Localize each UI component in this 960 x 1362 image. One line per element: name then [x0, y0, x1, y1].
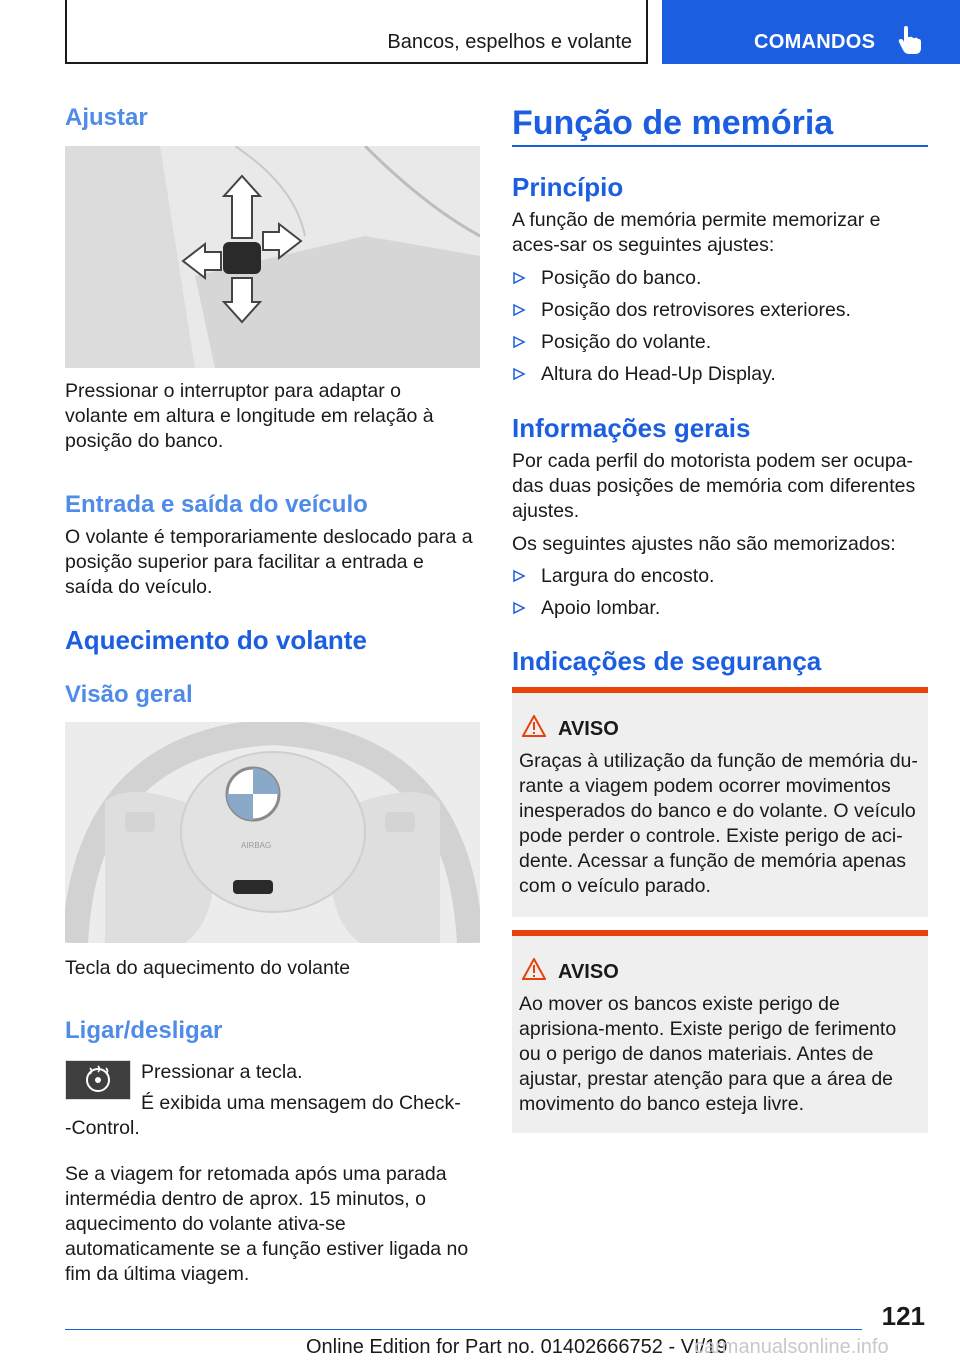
- triangle-bullet-icon: [512, 335, 526, 349]
- list-item: Largura do encosto.: [512, 564, 928, 589]
- warning-box-1: [512, 687, 928, 917]
- page-number: 121: [881, 1301, 925, 1331]
- header-tab-label: COMANDOS: [754, 31, 876, 53]
- warning-1-text: Graças à utilização da função de memória du-rante a viagem podem ocorrer movimentos inesperados do banco e do volante. O veículo pode perder o controle. Existe perigo de aci-dente. Acessar a função de memória apenas com o veículo parado.: [519, 750, 918, 897]
- aquecimento-heading: Aquecimento do volante: [65, 625, 367, 655]
- visao-caption: Tecla do aquecimento do volante: [65, 957, 351, 979]
- list-item: Apoio lombar.: [512, 596, 928, 621]
- main-heading-rule: [512, 145, 928, 147]
- warning-triangle-icon: [522, 958, 546, 980]
- triangle-bullet-icon: [512, 601, 526, 615]
- ligar-line1: Pressionar a tecla.: [141, 1061, 303, 1083]
- list-item: Posição dos retrovisores exteriores.: [512, 298, 928, 323]
- triangle-bullet-icon: [512, 271, 526, 285]
- steering-column-adjust-image: [65, 146, 480, 368]
- info-heading: Informações gerais: [512, 413, 751, 443]
- info-text-1: Por cada perfil do motorista podem ser ocupa-das duas posições de memória com diferentes ajustes.: [512, 450, 916, 522]
- header-section-title: Bancos, espelhos e volante: [387, 31, 632, 53]
- info-text-2: Os seguintes ajustes não são memorizados:: [512, 533, 896, 555]
- warning-box-2: [512, 930, 928, 1133]
- principio-list: [512, 266, 928, 394]
- ajustar-text: Pressionar o interruptor para adaptar o volante em altura e longitude em relação à posição do banco.: [65, 380, 434, 452]
- entrada-heading: Entrada e saída do veículo: [65, 491, 368, 518]
- warning-1-title: AVISO: [558, 718, 619, 740]
- warning-triangle-icon: [522, 715, 546, 737]
- list-item: Altura do Head-Up Display.: [512, 362, 928, 387]
- ligar-line3: -Control.: [65, 1117, 140, 1139]
- entrada-text: O volante é temporariamente deslocado para a posição superior para facilitar a entrada e saída do veículo.: [65, 526, 473, 598]
- triangle-bullet-icon: [512, 303, 526, 317]
- principio-text: A função de memória permite memorizar e aces-sar os seguintes ajustes:: [512, 209, 881, 256]
- steering-heat-button-icon: [65, 1060, 131, 1100]
- memory-main-heading: Função de memória: [512, 104, 834, 142]
- warning-2-title: AVISO: [558, 961, 619, 983]
- triangle-bullet-icon: [512, 569, 526, 583]
- hand-pointer-icon: [898, 26, 922, 54]
- seguranca-heading: Indicações de segurança: [512, 646, 822, 676]
- footer-watermark: carmanualsonline.info: [694, 1336, 889, 1358]
- retomada-text: Se a viagem for retomada após uma parada intermédia dentro de aprox. 15 minutos, o aquecimento do volante ativa-se automaticamente se a função estiver ligada no fim da última viagem.: [65, 1163, 469, 1285]
- ligar-heading: Ligar/desligar: [65, 1017, 223, 1044]
- visao-geral-heading: Visão geral: [65, 681, 193, 708]
- header-chapter-tab[interactable]: [662, 0, 960, 64]
- footer-rule: [65, 1329, 862, 1330]
- steering-wheel-image: [65, 722, 480, 943]
- principio-heading: Princípio: [512, 172, 624, 202]
- list-item: Posição do banco.: [512, 266, 928, 291]
- warning-2-text: Ao mover os bancos existe perigo de aprisiona-mento. Existe perigo de ferimento ou o perigo de danos materiais. Antes de ajustar, prestar atenção para que a área de movimento do banco esteja livre.: [519, 993, 897, 1115]
- ligar-line2: É exibida uma mensagem do Check-: [141, 1092, 461, 1114]
- header-section-box: [65, 0, 648, 64]
- list-item: Posição do volante.: [512, 330, 928, 355]
- triangle-bullet-icon: [512, 367, 526, 381]
- info-list: [512, 564, 928, 628]
- ajustar-heading: Ajustar: [65, 104, 148, 131]
- airbag-label: AIRBAG: [241, 841, 272, 850]
- footer-edition: Online Edition for Part no. 01402666752 - VI/19: [306, 1336, 728, 1358]
